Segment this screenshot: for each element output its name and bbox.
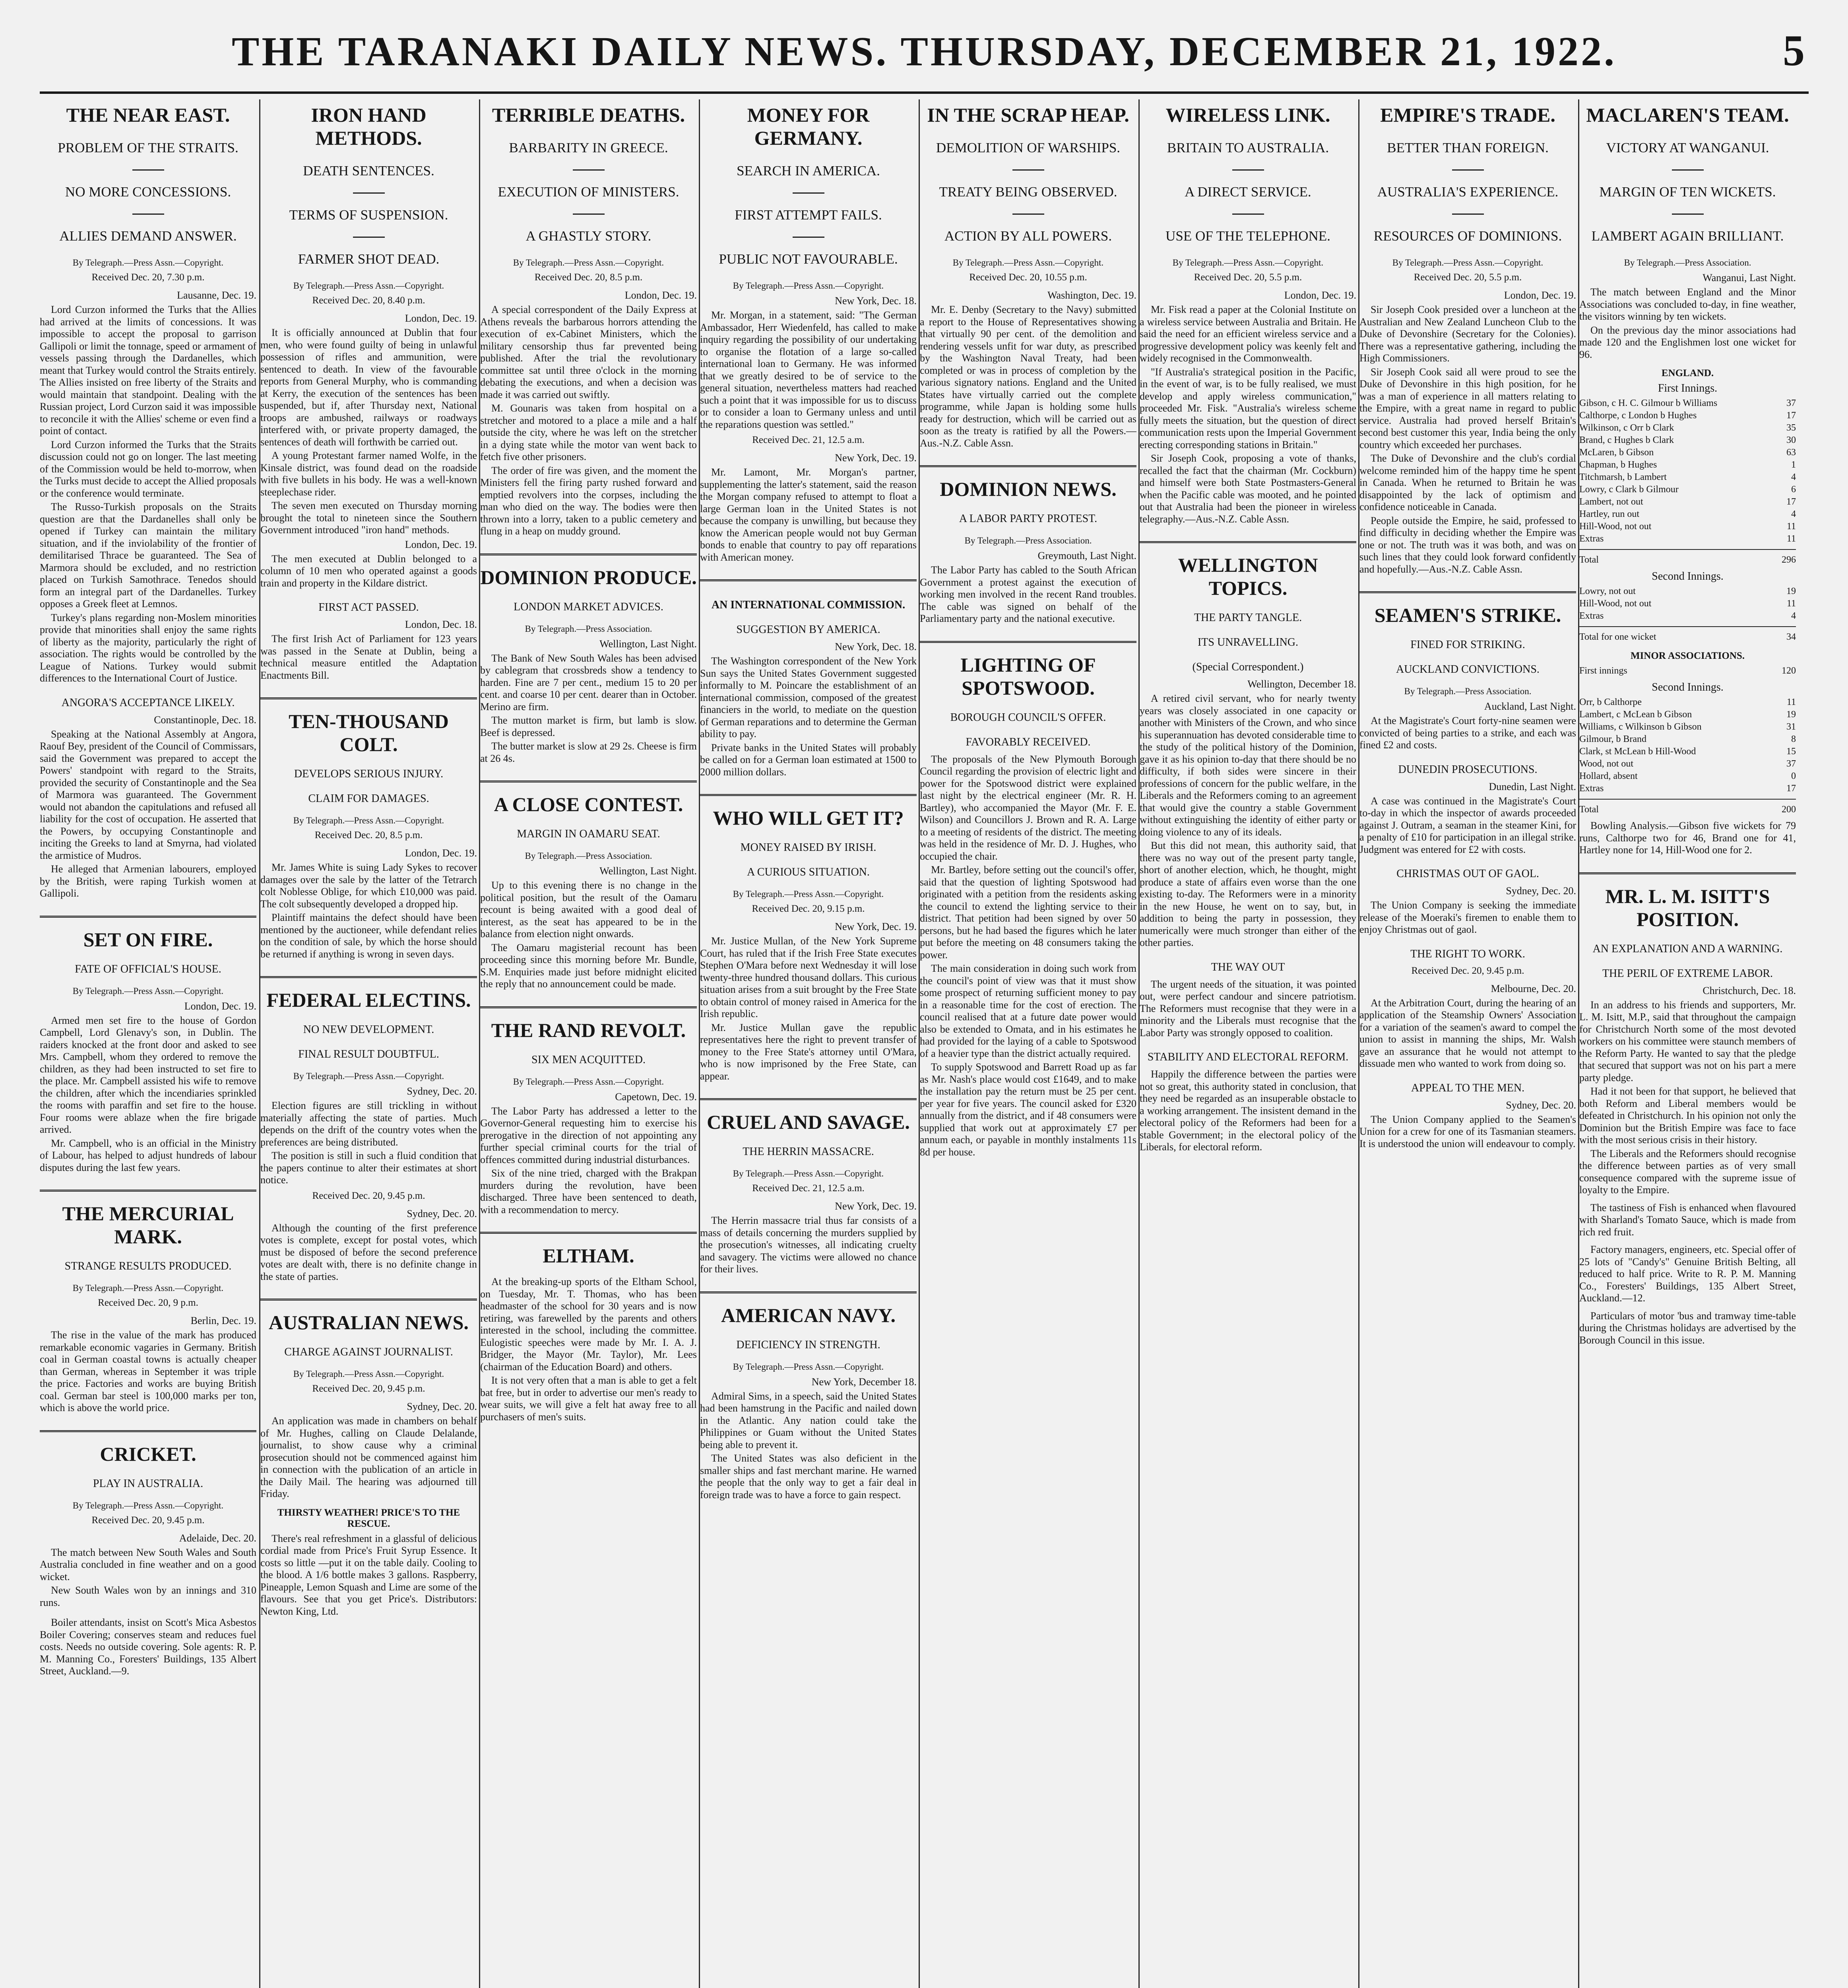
byline: By Telegraph.—Press Assn.—Copyright.	[513, 258, 664, 268]
scorecard-row: First innings 120	[1579, 666, 1796, 676]
column-1	[40, 99, 256, 1988]
subhead: THE WAY OUT	[1211, 961, 1285, 973]
paragraph: It is officially announced at Dublin that four men, who were found guilty of being in unlawful possession of rifles and ammunition, were sentenced to death. In view of the favourable reports from General Murphy, who is commanding at Kerry, the execution of the sentences has been suspended, but if, after Thursday next, National troops are ambushed, railways or roadways interfered with, or private property damaged, the sentences of death will forthwith be carried out.	[260, 327, 477, 448]
paragraph: A retired civil servant, who for nearly twenty years was closely associated in one capacity or another with Ministers of the Crown, and who since his superannuation has devoted considerable time to the study of the political history of the Dominion, gave it as his opinion to-day that there should be no difficulty, if both sides were sincere in their professions of concern for the public welfare, in the Liberals and the Reformers coming to an agreement that would give the country a stable Government without extinguishing the identity of either party or doing violence to any of its ideals.	[1140, 693, 1356, 838]
subhead: A DIRECT SERVICE.	[1185, 184, 1311, 200]
paragraph: The Labor Party has cabled to the South African Government a protest against the execution of working men involved in the recent Rand troubles. The cable was signed on behalf of the Parliamentary party and the national executive.	[920, 564, 1136, 624]
subhead: MARGIN IN OAMARU SEAT.	[517, 828, 660, 840]
dateline: Sydney, Dec. 20.	[407, 1085, 477, 1097]
paragraph: Mr. James White is suing Lady Sykes to recover damages over the sale by the latter of the Tetrarch colt Noblesse Oblige, for which £10,000 was paid. The colt subsequently developed a dropped hip.	[260, 862, 477, 910]
dateline: Adelaide, Dec. 20.	[179, 1532, 256, 1544]
scorecard-subtitle: First Innings.	[1658, 382, 1718, 394]
dateline: Constantinople, Dec. 18.	[154, 714, 256, 726]
received-time: Received Dec. 20, 9 p.m.	[98, 1297, 198, 1308]
scorecard-row: Extras 4	[1579, 611, 1796, 621]
byline: By Telegraph.—Press Assn.—Copyright.	[293, 1369, 444, 1379]
subhead: A GHASTLY STORY.	[526, 228, 652, 244]
subhead: (Special Correspondent.)	[1192, 661, 1304, 673]
dateline: New York, Dec. 18.	[835, 641, 917, 652]
paragraph: Mr. Justice Mullan, of the New York Supreme Court, has ruled that if the Irish Free State executes Stephen O'Mara before next Wednesday it will lose twenty-three hundred thousand dollars. This curious situation arises from a suit brought by the Free State to obtain control of money raised in America for the Irish republic.	[700, 935, 917, 1019]
headline-near-east: THE NEAR EAST.	[66, 104, 230, 126]
subhead: ANGORA'S ACCEPTANCE LIKELY.	[61, 696, 235, 709]
column-4	[700, 99, 917, 1988]
scorecard-row: Hill-Wood, not out 11	[1579, 521, 1796, 532]
dateline: New York, Dec. 18.	[835, 295, 917, 307]
paragraph: Lord Curzon informed the Turks that the Allies had arrived at the limits of concessions. It was impossible to accept the proposal to garrison Gallipoli or limit the tonnage, speed or armament of vessels passing through the Dardanelles, which meant that Turkey would control the Straits entirely. The Allies insisted on free liberty of the Straits and would maintain that standpoint. Dealing with the Russian project, Lord Curzon said it was impossible to reconcile it with the Allies' scheme or even find a point of contact.	[40, 304, 256, 437]
dateline: London, Dec. 19.	[624, 289, 697, 301]
subhead: A LABOR PARTY PROTEST.	[959, 513, 1098, 525]
bowling-analysis: Bowling Analysis.—Gibson five wickets for 79 runs, Calthorpe two for 46, Brand one for 41, Hartley none for 14, Hill-Wood one for 2.	[1579, 820, 1796, 856]
paragraph: The urgent needs of the situation, it was pointed out, were perfect candour and sincere patriotism. The Reformers must recognise that they were in a minority and the Liberals must recognise that the Labor Party was strongly opposed to coalition.	[1140, 978, 1356, 1039]
subhead: AN EXPLANATION AND A WARNING.	[1592, 942, 1783, 955]
subhead: PLAY IN AUSTRALIA.	[93, 1477, 204, 1490]
dateline: London, Dec. 18.	[405, 619, 477, 630]
paragraph: Mr. Campbell, who is an official in the Ministry of Labour, has helped to adjust hundreds of labour disputes during the last few years.	[40, 1137, 256, 1173]
paragraph: At the Arbitration Court, during the hearing of an application of the Steamship Owners' Association for a variation of the seamen's award to compel the union to assist in manning the ships, Mr. Walsh gave an assurance that he would not attempt to dissuade men who wanted to work from doing so.	[1359, 997, 1576, 1069]
byline: By Telegraph.—Press Association.	[525, 623, 652, 634]
paragraph: The United States was also deficient in the smaller ships and fast merchant marine. He warned the people that the only way to get a fair deal in foreign trade was to have a force to gain respect.	[700, 1452, 917, 1501]
subhead: FIRST ATTEMPT FAILS.	[735, 207, 882, 223]
received-time: Received Dec. 20, 9.45 p.m.	[312, 1383, 425, 1394]
received-time: Received Dec. 20, 10.55 p.m.	[969, 272, 1087, 283]
byline: By Telegraph.—Press Association.	[525, 851, 652, 861]
page-number: 5	[1783, 26, 1805, 75]
paragraph: At the breaking-up sports of the Eltham School, on Tuesday, Mr. T. Thomas, who has been headmaster of the school for 30 years and is now retiring, was farewelled by the parents and others interested in the school, including the committee. Eulogistic speeches were made by Mr. I. A. J. Bridger, the Mayor (Mr. Taylor), Mr. Lees (chairman of the Education Board) and others.	[480, 1276, 697, 1373]
received-time: Received Dec. 20, 9.45 p.m.	[1411, 965, 1524, 976]
paragraph: In an address to his friends and supporters, Mr. L. M. Isitt, M.P., said that throughout the campaign for Christchurch North some of the most devoted workers on his committee were staunch members of the Reform Party. He wanted to say that the pledge that secured that support was not on his part a mere party pledge.	[1579, 999, 1796, 1083]
paragraph: The main consideration in doing such work from the council's point of view was that it must show some prospect of returning sufficient money to pay in a reasonable time for the cost of erection. The council realised that at a future date power would also be extended to Omata, and in his estimates he had provided for the laying of a cable to Spotswood of a heavier type than the district actually required.	[920, 963, 1136, 1059]
scorecard-row: Calthorpe, c London b Hughes 17	[1579, 410, 1796, 421]
received-time: Received Dec. 20, 8.5 p.m.	[314, 830, 423, 841]
paragraph: Mr. E. Denby (Secretary to the Navy) submitted a report to the House of Representatives showing that virtually 90 per cent. of the demolition and rendering vessels unfit for war duty, as prescribed by the Washington Naval Treaty, had been completed or was in process of completion by the various signatory nations. England and the United States have virtually carried out the complete programme, while Japan is holding some hulls ready for destruction, which will be carried out as soon as the treaty is ratified by all the Powers.—Aus.-N.Z. Cable Assn.	[920, 304, 1136, 449]
column-3	[480, 99, 697, 1988]
subhead: BETTER THAN FOREIGN.	[1387, 140, 1549, 155]
column-5	[920, 99, 1136, 1988]
subhead: STABILITY AND ELECTORAL REFORM.	[1147, 1051, 1349, 1063]
advertisement: There's real refreshment in a glassful of delicious cordial made from Price's Fruit Syrup Essence. It costs so little —put it on the table daily. Cooling to the blood. A 1/6 bottle makes 3 gallons. Raspberry, Pineapple, Lemon Squash and Lime are some of the flavours. See that you get Price's. Distributors: Newton King, Ltd.	[260, 1532, 477, 1617]
paragraph: The seven men executed on Thursday morning brought the total to nineteen since the Southern Government introduced "iron hand" methods.	[260, 500, 477, 536]
column-6	[1140, 99, 1356, 1988]
paragraph: Mr. Bartley, before setting out the council's offer, said that the question of lighting Spotswood had originated with a petition from the residents asking the council to extend the lighting service to their district. That petition had been signed by over 50 persons, but he had based the figures which he later put before the meeting on 48 consumers taking the power.	[920, 864, 1136, 961]
paragraph: The match between England and the Minor Associations was concluded to-day, in fine weather, the visitors winning by ten wickets.	[1579, 286, 1796, 322]
scorecard-row: Hartley, run out 4	[1579, 509, 1796, 519]
paragraph: Sir Joseph Cook, proposing a vote of thanks, recalled the fact that the chairman (Mr. Cockburn) and himself were both State Postmasters-General when the Pacific cable was mooted, and he pointed out that Australia had been the pioneer in wireless telegraphy.—Aus.-N.Z. Cable Assn.	[1140, 452, 1356, 525]
headline-who-will-get-it: WHO WILL GET IT?	[713, 807, 904, 829]
subhead: APPEAL TO THE MEN.	[1411, 1081, 1525, 1094]
subhead: THE HERRIN MASSACRE.	[743, 1145, 874, 1158]
advertisement: Particulars of motor 'bus and tramway time-table during the Christmas holidays are advertised by the Borough Council in this issue.	[1579, 1310, 1796, 1346]
dateline: Wellington, Last Night.	[599, 865, 697, 877]
paragraph: The Union Company is seeking the immediate release of the Moeraki's firemen to enable them to enjoy Christmas out of gaol.	[1359, 899, 1576, 935]
subhead: LAMBERT AGAIN BRILLIANT.	[1591, 228, 1784, 244]
headline-eltham: ELTHAM.	[543, 1244, 634, 1267]
column-2	[260, 99, 477, 1988]
headline-cruel-savage: CRUEL AND SAVAGE.	[707, 1111, 910, 1133]
subhead: AUSTRALIA'S EXPERIENCE.	[1377, 184, 1559, 200]
dateline: London, Dec. 19.	[405, 538, 477, 550]
byline: By Telegraph.—Press Assn.—Copyright.	[1392, 258, 1544, 268]
byline: By Telegraph.—Press Association.	[1404, 686, 1532, 696]
scorecard-row: Extras 17	[1579, 783, 1796, 794]
subhead: LONDON MARKET ADVICES.	[514, 600, 663, 613]
paragraph: Admiral Sims, in a speech, said the United States had been hamstrung in the Pacific and nailed down in the Atlantic. Any nation could take the Philippines or Guam without the United States being able to prevent it.	[700, 1390, 917, 1450]
headline-maclarens-team: MACLAREN'S TEAM.	[1586, 104, 1789, 126]
subhead: BRITAIN TO AUSTRALIA.	[1167, 140, 1329, 155]
headline-dominion-news: DOMINION NEWS.	[940, 478, 1117, 500]
advertisement: Boiler attendants, insist on Scott's Mica Asbestos Boiler Covering; conserves steam and reduces fuel costs. Needs no outside covering. Sole agents: R. P. M. Manning Co., Foresters' Buildings, 135 Albert Street, Auckland.—9.	[40, 1617, 256, 1677]
byline: By Telegraph.—Press Assn.—Copyright.	[952, 258, 1104, 268]
headline-set-on-fire: SET ON FIRE.	[83, 928, 213, 951]
subhead: RESOURCES OF DOMINIONS.	[1373, 228, 1562, 244]
paragraph: Armed men set fire to the house of Gordon Campbell, Lord Glenavy's son, in Dublin. The raiders knocked at the front door and asked to see Mrs. Campbell, whom they ordered to remove the children, as they had been instructed to set fire to the place. Mr. Campbell assisted his wife to remove the children, after which the incendiaries sprinkled the rooms with paraffin and set fire to the house. Four rooms were ablaze when the fire brigade arrived.	[40, 1014, 256, 1135]
advertisement: The tastiness of Fish is enhanced when flavoured with Sharland's Tomato Sauce, which is made from rich red fruit.	[1579, 1202, 1796, 1238]
paragraph: The match between New South Wales and South Australia concluded in fine weather and on a good wicket.	[40, 1546, 256, 1582]
subhead: DEFICIENCY IN STRENGTH.	[736, 1338, 880, 1351]
paragraph: Sir Joseph Cook said all were proud to see the Duke of Devonshire in this high position, for he was a man of experience in all matters relating to the Empire, with a great name in regard to public service. Australia had proved herself Britain's second best customer this year, India being the only country which exceeded her purchases.	[1359, 366, 1576, 450]
scorecard-row: Extras 11	[1579, 534, 1796, 544]
dateline: Christchurch, Dec. 18.	[1703, 984, 1796, 996]
paragraph: The position is still in such a fluid condition that the papers continue to alter their estimates at short notice.	[260, 1150, 477, 1186]
received-time: Received Dec. 21, 12.5 a.m.	[752, 435, 865, 445]
paragraph: Private banks in the United States will probably be called on for a German loan estimated at 1500 to 2000 million dollars.	[700, 742, 917, 778]
headline-wellington-topics: WELLINGTON TOPICS.	[1178, 554, 1318, 599]
byline: By Telegraph.—Press Assn.—Copyright.	[293, 1071, 444, 1081]
dateline: London, Dec. 19.	[1284, 289, 1356, 301]
paragraph: The first Irish Act of Parliament for 123 years was passed in the Senate at Dublin, being a technical measure entitled the Adaptation Enactments Bill.	[260, 633, 477, 681]
scorecard-total: Total 200	[1579, 804, 1796, 815]
byline: By Telegraph.—Press Assn.—Copyright.	[293, 281, 444, 291]
received-time: Received Dec. 20, 9.45 p.m.	[312, 1190, 425, 1201]
subhead: VICTORY AT WANGANUI.	[1606, 140, 1769, 155]
scorecard-subtitle: Second Innings.	[1652, 681, 1724, 693]
scorecard-total: Total for one wicket 34	[1579, 632, 1796, 642]
dateline: New York, Dec. 19.	[835, 921, 917, 932]
scorecard-england-first	[1579, 397, 1796, 545]
paragraph: "If Australia's strategical position in the Pacific, in the event of war, is to be fully realised, we must develop and apply wireless communication," proceeded Mr. Fisk. "Australia's wireless scheme fully meets the situation, but the question of direct communication rests upon the Imperial Government erecting corresponding stations in Britain."	[1140, 366, 1356, 450]
dateline: Capetown, Dec. 19.	[615, 1091, 697, 1103]
byline: By Telegraph.—Press Assn.—Copyright.	[733, 889, 884, 899]
byline: By Telegraph.—Press Assn.—Copyright.	[72, 258, 224, 268]
subhead: THE PERIL OF EXTREME LABOR.	[1602, 967, 1773, 980]
column-8	[1579, 99, 1796, 1988]
subhead: THE PARTY TANGLE.	[1194, 612, 1302, 624]
byline: By Telegraph.—Press Association.	[964, 536, 1092, 546]
subhead: STRANGE RESULTS PRODUCED.	[64, 1260, 232, 1272]
subhead: FINED FOR STRIKING.	[1410, 639, 1525, 651]
scorecard-row: McLaren, b Gibson 63	[1579, 447, 1796, 458]
subhead: NO MORE CONCESSIONS.	[65, 184, 231, 200]
paragraph: A special correspondent of the Daily Express at Athens reveals the barbarous horrors attending the execution of ex-Cabinet Ministers, which the military censorship thus far prevented being published. After the trial the revolutionary committee sat until three o'clock in the morning debating the executions, and when a decision was made it was carried out swiftly.	[480, 304, 697, 400]
scorecard-row: Lambert, not out 17	[1579, 497, 1796, 507]
scorecard-row: Lambert, c McLean b Gibson 19	[1579, 709, 1796, 720]
subhead: NO NEW DEVELOPMENT.	[303, 1023, 434, 1036]
headline-spotswood: LIGHTING OF SPOTSWOOD.	[960, 653, 1096, 699]
paragraph: Election figures are still trickling in without materially affecting the state of parties. Much depends on the drift of the country votes when the preferences are being distributed.	[260, 1100, 477, 1148]
byline: By Telegraph.—Press Assn.—Copyright.	[72, 986, 224, 996]
subhead: MONEY RAISED BY IRISH.	[740, 841, 876, 854]
dateline: Melbourne, Dec. 20.	[1491, 982, 1576, 994]
subhead: FATE OF OFFICIAL'S HOUSE.	[75, 963, 221, 975]
received-time: Received Dec. 20, 8.5 p.m.	[534, 272, 643, 283]
paragraph: The Liberals and the Reformers should recognise the difference between parties as of very small consequence compared with the supreme issue of loyalty to the Empire.	[1579, 1147, 1796, 1196]
paragraph: The Herrin massacre trial thus far consists of a mass of details concerning the murders supplied by the prosecution's witnesses, all indicating cruelty and savagery. The victims were allowed no chance for their lives.	[700, 1215, 917, 1275]
scorecard-total: Total 296	[1579, 555, 1796, 565]
paragraph: A young Protestant farmer named Wolfe, in the Kinsale district, was found dead on the roadside with five bullets in his body. He was a well-known steeplechase rider.	[260, 450, 477, 498]
paragraph: People outside the Empire, he said, professed to find difficulty in deciding whether the Empire was one or not. The truth was it was both, and was on such lines that they could look forward confidently and hopefully.—Aus.-N.Z. Cable Assn.	[1359, 514, 1576, 575]
paragraph: At the Magistrate's Court forty-nine seamen were convicted of being parties to a strike, and each was fined £2 and costs.	[1359, 715, 1576, 751]
paragraph: Mr. Morgan, in a statement, said: "The German Ambassador, Herr Wiedenfeld, has called to make inquiry regarding the possibility of our undertaking to organise the flotation of a large so-called international loan to Germany. He was informed that we greatly desired to be of service to the general situation, nevertheless matters had reached such a point that it was impossible for us to discuss or to consider a loan to Germany unless and until the reparations question was settled."	[700, 309, 917, 430]
dateline: Washington, Dec. 19.	[1047, 289, 1136, 301]
paragraph: The Duke of Devonshire and the club's cordial welcome reminded him of the happy time he spent in Canada. When he returned to Britain he was disappointed by the lack of optimism and confidence noticeable in Canada.	[1359, 452, 1576, 513]
paragraph: Mr. Justice Mullan gave the republic representatives here the right to prevent transfer of money to the Free State's attorney until O'Mara, who is now imprisoned by the Free State, can appear.	[700, 1021, 917, 1082]
paragraph: The rise in the value of the mark has produced remarkable economic vagaries in Germany. British coal in German coastal towns is actually cheaper than German, whereas in September it was triple the price. Factories and works are buying British coal. German bar steel is 100,000 marks per ton, which is above the world price.	[40, 1329, 256, 1413]
headline-money-germany: MONEY FOR GERMANY.	[747, 104, 870, 149]
subhead: TERMS OF SUSPENSION.	[289, 207, 448, 223]
received-time: Received Dec. 20, 5.5 p.m.	[1414, 272, 1522, 283]
scorecard-row: Williams, c Wilkinson b Gibson 31	[1579, 722, 1796, 732]
subhead: FINAL RESULT DOUBTFUL.	[298, 1048, 439, 1060]
subhead: SUGGESTION BY AMERICA.	[736, 623, 880, 636]
received-time: Received Dec. 20, 9.15 p.m.	[752, 903, 865, 914]
masthead	[40, 16, 1809, 94]
headline-iron-hand: IRON HAND METHODS.	[311, 104, 427, 149]
scorecard-row: Titchmarsh, b Lambert 4	[1579, 472, 1796, 482]
dateline: Sydney, Dec. 20.	[1506, 1099, 1576, 1111]
paragraph: To supply Spotswood and Barrett Road up as far as Mr. Nash's place would cost £1649, and to make the installation pay the return must be 25 per cent. per year for five years. The council asked for £320 annually from the district, and if 48 consumers were supplied that work out at approximately £7 per annum each, or payable in monthly instalments 11s 8d per house.	[920, 1061, 1136, 1158]
headline-terrible-deaths: TERRIBLE DEATHS.	[492, 104, 685, 126]
dateline: Berlin, Dec. 19.	[190, 1315, 256, 1326]
paragraph: It is not very often that a man is able to get a felt bat free, but in order to advertise our men's ready to wear suits, we will give a felt hat away free to all purchasers of men's suits.	[480, 1375, 697, 1423]
dateline: Sydney, Dec. 20.	[1506, 885, 1576, 897]
headline-isitt-position: MR. L. M. ISITT'S POSITION.	[1605, 885, 1770, 930]
dateline: Lausanne, Dec. 19.	[177, 289, 256, 301]
headline-scrap-heap: IN THE SCRAP HEAP.	[927, 104, 1129, 126]
dateline: New York, December 18.	[811, 1376, 917, 1388]
subhead: BARBARITY IN GREECE.	[509, 140, 668, 155]
scorecard-minor-second	[1579, 696, 1796, 795]
received-time: Received Dec. 21, 12.5 a.m.	[752, 1183, 865, 1194]
dateline: New York, Dec. 19.	[835, 1200, 917, 1212]
subhead: ITS UNRAVELLING.	[1197, 636, 1299, 648]
scorecard-row: Hollard, absent 0	[1579, 771, 1796, 781]
paragraph: Six of the nine tried, charged with the Brakpan murders during the revolution, have been discharged. Three have been sentenced to death, with a recommendation to mercy.	[480, 1167, 697, 1215]
paragraph: The Oamaru magisterial recount has been proceeding since this morning before Mr. Bundle, S.M. Enquiries made just before midnight elicited the reply that no announcement could be made.	[480, 942, 697, 990]
headline-american-navy: AMERICAN NAVY.	[721, 1304, 896, 1326]
subhead: PUBLIC NOT FAVOURABLE.	[719, 251, 898, 267]
scorecard-title: ENGLAND.	[1661, 368, 1714, 379]
scorecard-row: Gilmour, b Brand 8	[1579, 734, 1796, 744]
byline: By Telegraph.—Press Assn.—Copyright.	[733, 1361, 884, 1372]
dateline: Sydney, Dec. 20.	[407, 1208, 477, 1219]
subhead: SIX MEN ACQUITTED.	[531, 1053, 646, 1066]
subhead: CHRISTMAS OUT OF GAOL.	[1396, 868, 1539, 880]
paragraph: The men executed at Dublin belonged to a column of 10 men who operated against a goods train and property in the Kildare district.	[260, 553, 477, 589]
subhead: TREATY BEING OBSERVED.	[939, 184, 1117, 200]
received-time: Received Dec. 20, 7.30 p.m.	[91, 272, 205, 283]
dateline: Dunedin, Last Night.	[1489, 780, 1576, 792]
paragraph: The mutton market is firm, but lamb is slow. Beef is depressed.	[480, 714, 697, 738]
subhead: THE RIGHT TO WORK.	[1410, 947, 1525, 960]
subhead: ACTION BY ALL POWERS.	[944, 228, 1112, 244]
paragraph: Mr. Fisk read a paper at the Colonial Institute on a wireless service between Australia and Britain. He said the need for an efficient wireless service and a progressive development policy was keenly felt and widely recognised in the Commonwealth.	[1140, 304, 1356, 364]
subhead: PROBLEM OF THE STRAITS.	[58, 140, 239, 155]
dateline: Greymouth, Last Night.	[1037, 550, 1136, 561]
paragraph: Plaintiff maintains the defect should have been mentioned by the auctioneer, while defendant relies on the condition of sale, by which the horse should be returned if anything is wrong in seven days.	[260, 912, 477, 960]
subhead: CHARGE AGAINST JOURNALIST.	[284, 1346, 453, 1358]
paragraph: The Union Company applied to the Seamen's Union for a crew for one of its Tasmanian steamers. It is understood the union will endeavour to comply.	[1359, 1113, 1576, 1149]
paragraph: The order of fire was given, and the moment the Ministers fell the firing party rushed forward and emptied revolvers into the corpses, including the man who died on the way. The bodies were then thrown into a lorry, taken to a public cemetery and flung in a heap on muddy ground.	[480, 464, 697, 537]
headline-cricket: CRICKET.	[100, 1442, 196, 1465]
paragraph: The proposals of the New Plymouth Borough Council regarding the provision of electric light and power for the Spotswood district were explained last night by the electrical engineer (Mr. R. H. Bartley), who accompanied the Mayor (Mr. F. E. Wilson) and Councillors J. Brown and R. A. Large to a meeting of residents of the district. The meeting was held in the residence of Mr. D. J. Hughes, who occupied the chair.	[920, 753, 1136, 862]
scorecard-row: Brand, c Hughes b Clark 30	[1579, 435, 1796, 445]
subhead: AUCKLAND CONVICTIONS.	[1396, 663, 1540, 676]
subhead: MARGIN OF TEN WICKETS.	[1599, 184, 1776, 200]
dateline: London, Dec. 19.	[1504, 289, 1576, 301]
paragraph: He alleged that Armenian labourers, employed by the British, were raping Turkish women at Gallipoli.	[40, 863, 256, 899]
headline-ten-thousand-colt: TEN-THOUSAND COLT.	[289, 710, 449, 755]
subhead: ALLIES DEMAND ANSWER.	[59, 228, 237, 244]
scorecard-row: Wood, not out 37	[1579, 759, 1796, 769]
subhead: FIRST ACT PASSED.	[318, 601, 419, 613]
scorecard-row: Lowry, c Clark b Gilmour 6	[1579, 484, 1796, 495]
dateline: London, Dec. 19.	[405, 313, 477, 324]
paragraph: Lord Curzon informed the Turks that the Straits discussion could not go on longer. The last meeting of the Commission would be held to-morrow, when the Turks must decide to accept the Allied proposals or the conference would terminate.	[40, 439, 256, 499]
dateline: London, Dec. 19.	[405, 847, 477, 859]
dateline: Auckland, Last Night.	[1484, 701, 1576, 712]
paragraph: Up to this evening there is no change in the political position, but the result of the Oamaru recount is being awaited with a good deal of interest, as the seat has appeared to be in the balance from election night onwards.	[480, 879, 697, 940]
scorecard-row: Gibson, c H. C. Gilmour b Williams 37	[1579, 398, 1796, 408]
byline: By Telegraph.—Press Assn.—Copyright.	[72, 1283, 224, 1293]
headline-mercurial-mark: THE MERCURIAL MARK.	[62, 1202, 234, 1248]
paragraph: A case was continued in the Magistrate's Court to-day in which the inspector of awards proceeded against J. Outram, a seaman in the steamer Kini, for a penalty of £10 for participation in an illegal strike. Judgment was entered for £2 with costs.	[1359, 795, 1576, 855]
subhead: BOROUGH COUNCIL'S OFFER.	[950, 711, 1106, 724]
column-7	[1359, 99, 1576, 1988]
byline: By Telegraph.—Press Association.	[1624, 258, 1751, 268]
newspaper-title: THE TARANAKI DAILY NEWS. THURSDAY, DECEMBER 21, 1922.	[232, 29, 1617, 74]
received-time: Received Dec. 20, 9.45 p.m.	[91, 1514, 205, 1526]
paragraph: The Bank of New South Wales has been advised by cablegram that crossbreds show a tendency to harden. Fine are 7 per cent., medium 15 to 20 per cent. and coarse 10 per cent. dearer than in October. Merino are firm.	[480, 652, 697, 712]
scorecard-england-second	[1579, 585, 1796, 622]
dateline: New York, Dec. 19.	[835, 452, 917, 464]
scorecard-row: Clark, st McLean b Hill-Wood 15	[1579, 746, 1796, 757]
scorecard-subtitle: Second Innings.	[1652, 570, 1724, 582]
headline-australian-news: AUSTRALIAN NEWS.	[269, 1311, 469, 1334]
received-time: Received Dec. 20, 5.5 p.m.	[1194, 272, 1302, 283]
headline-empires-trade: EMPIRE'S TRADE.	[1380, 104, 1555, 126]
paragraph: New South Wales won by an innings and 310 runs.	[40, 1584, 256, 1608]
scorecard-row: Orr, b Calthorpe 11	[1579, 697, 1796, 707]
subhead: DUNEDIN PROSECUTIONS.	[1398, 763, 1538, 776]
received-time: Received Dec. 20, 8.40 p.m.	[312, 295, 425, 306]
paragraph: An application was made in chambers on behalf of Mr. Hughes, calling on Claude Delalande, journalist, to show cause why a criminal prosecution should not be commenced against him in connection with the publication of an article in the Daily Mail. The hearing was adjourned till Friday.	[260, 1415, 477, 1499]
advertisement: Factory managers, engineers, etc. Special offer of 25 lots of "Candy's" Genuine British Belting, all reduced to half price. Write to R. P. M. Manning Co., Foresters' Buildings, 135 Albert Street, Auckland.—12.	[1579, 1244, 1796, 1304]
paragraph: But this did not mean, this authority said, that there was no way out of the present party tangle, short of another election, which, he thought, might produce a state of affairs even worse than the one existing to-day. The Reformers were in a minority in the new House, he went on to say, but, in addition to being the party in possession, they numerically were much stronger than either of the other parties.	[1140, 840, 1356, 948]
scorecard-row: Hill-Wood, not out 11	[1579, 598, 1796, 609]
byline: By Telegraph.—Press Assn.—Copyright.	[733, 281, 884, 291]
dateline: Wanganui, Last Night.	[1703, 272, 1796, 283]
subhead: A CURIOUS SITUATION.	[747, 866, 870, 878]
paragraph: M. Gounaris was taken from hospital on a stretcher and motored to a place a mile and a half outside the city, where he was left on the stretcher in a dying state while the motor van went back to fetch five other prisoners.	[480, 402, 697, 462]
scorecard-row: Lowry, not out 19	[1579, 586, 1796, 596]
subhead: DEATH SENTENCES.	[303, 163, 434, 179]
byline: By Telegraph.—Press Assn.—Copyright.	[293, 815, 444, 825]
paragraph: Turkey's plans regarding non-Moslem minorities provide that minorities shall enjoy the same rights of liberty as the majority, particularly the right of association. The rights would be controlled by the League of Nations. Turkey would submit differences to the International Court of Justice.	[40, 612, 256, 684]
subhead: CLAIM FOR DAMAGES.	[308, 792, 429, 805]
advertisement-title: THIRSTY WEATHER! PRICE'S TO THE RESCUE.	[277, 1507, 460, 1529]
byline: By Telegraph.—Press Assn.—Copyright.	[1172, 258, 1324, 268]
subhead: USE OF THE TELEPHONE.	[1165, 228, 1330, 244]
byline: By Telegraph.—Press Assn.—Copyright.	[513, 1076, 664, 1087]
headline-close-contest: A CLOSE CONTEST.	[494, 793, 683, 815]
paragraph: Although the counting of the first preference votes is complete, except for postal votes, which must be disposed of before the second preference votes are dealt with, there is no definite change in the state of parties.	[260, 1222, 477, 1282]
scorecard-row: Wilkinson, c Orr b Clark 35	[1579, 423, 1796, 433]
paragraph: The Russo-Turkish proposals on the Straits question are that the Dardanelles shall only be opened if Turkey can maintain the military situation, and if the inviolability of the frontier of demilitarised Thrace be guaranteed. The Sea of Marmora should be excluded, and no restriction placed on Turkish Samothrace. Tenedos should form an integral part of the Dardanelles. Turkey opposes a Greek fleet at Lemnos.	[40, 501, 256, 610]
headline-seamens-strike: SEAMEN'S STRIKE.	[1374, 604, 1561, 626]
paragraph: Mr. Lamont, Mr. Morgan's partner, supplementing the latter's statement, said the reason the Morgan company refused to attempt to float a large German loan in the United States is not because the company is unwilling, but because they know the American people would not buy German bonds to enable that country to pay off reparations with American money.	[700, 466, 917, 563]
headline-dominion-produce: DOMINION PRODUCE.	[480, 566, 697, 588]
paragraph: Happily the difference between the parties were not so great, this authority stated in conclusion, that they need be regarded as an insuperable obstacle to a working arrangement. The insistent demand in the electoral policy of the Reformers had been for a stable Government; in the electoral policy of the Liberals, for electoral reform.	[1140, 1068, 1356, 1153]
headline-federal-elections: FEDERAL ELECTINS.	[266, 989, 471, 1011]
paragraph: The butter market is slow at 29 2s. Cheese is firm at 26 4s.	[480, 740, 697, 764]
byline: By Telegraph.—Press Assn.—Copyright.	[733, 1169, 884, 1178]
dateline: Wellington, Last Night.	[599, 638, 697, 650]
headline-intl-commission: AN INTERNATIONAL COMMISSION.	[711, 599, 906, 611]
subhead: SEARCH IN AMERICA.	[737, 163, 880, 179]
byline: By Telegraph.—Press Assn.—Copyright.	[72, 1500, 224, 1510]
dateline: Sydney, Dec. 20.	[407, 1401, 477, 1412]
subhead: DEMOLITION OF WARSHIPS.	[936, 140, 1121, 155]
subhead: FARMER SHOT DEAD.	[298, 251, 440, 267]
headline-wireless-link: WIRELESS LINK.	[1165, 104, 1330, 126]
paragraph: On the previous day the minor associations had made 120 and the Englishmen lost one wicket for 96.	[1579, 324, 1796, 360]
scorecard-row: Chapman, b Hughes 1	[1579, 460, 1796, 470]
dateline: Wellington, December 18.	[1247, 678, 1356, 690]
subhead: FAVORABLY RECEIVED.	[966, 736, 1091, 748]
paragraph: The Washington correspondent of the New York Sun says the United States Government suggested informally to M. Poincare the establishment of an international commission, composed of the greatest financiers in the world, to mediate on the question of German reparations and to determine the German ability to pay.	[700, 655, 917, 740]
paragraph: Speaking at the National Assembly at Angora, Raouf Bey, president of the Council of Commissars, said the Government was prepared to accept the Powers' standpoint with regard to the Straits, provided the security of Constantinople and the Sea of Marmora was guaranteed. The Government would not abandon the capitulations and refused all liability for the cost of occupation. He asserted that the Powers, by occupying Constantinople and inciting the Greeks to land at Smyrna, had violated the armistice of Mudros.	[40, 728, 256, 861]
subhead: DEVELOPS SERIOUS INJURY.	[294, 768, 444, 780]
paragraph: The Labor Party has addressed a letter to the Governor-General requesting him to exercise his prerogative in the direction of not appointing any further special criminal courts for the trial of offences committed during industrial disturbances.	[480, 1105, 697, 1165]
scorecard-title: MINOR ASSOCIATIONS.	[1630, 650, 1745, 661]
paragraph: Had it not been for that support, he believed that both Reform and Liberal members would be defeated in Christchurch. In his opinion not only the Dominion but the British Empire was face to face with the most serious crisis in their history.	[1579, 1085, 1796, 1145]
subhead: EXECUTION OF MINISTERS.	[498, 184, 679, 200]
dateline: London, Dec. 19.	[184, 1000, 256, 1012]
headline-rand-revolt: THE RAND REVOLT.	[491, 1019, 686, 1041]
paragraph: Sir Joseph Cook presided over a luncheon at the Australian and New Zealand Luncheon Club to the Duke of Devonshire (Secretary for the Colonies). There was a representative gathering, including the High Commissioners.	[1359, 304, 1576, 364]
